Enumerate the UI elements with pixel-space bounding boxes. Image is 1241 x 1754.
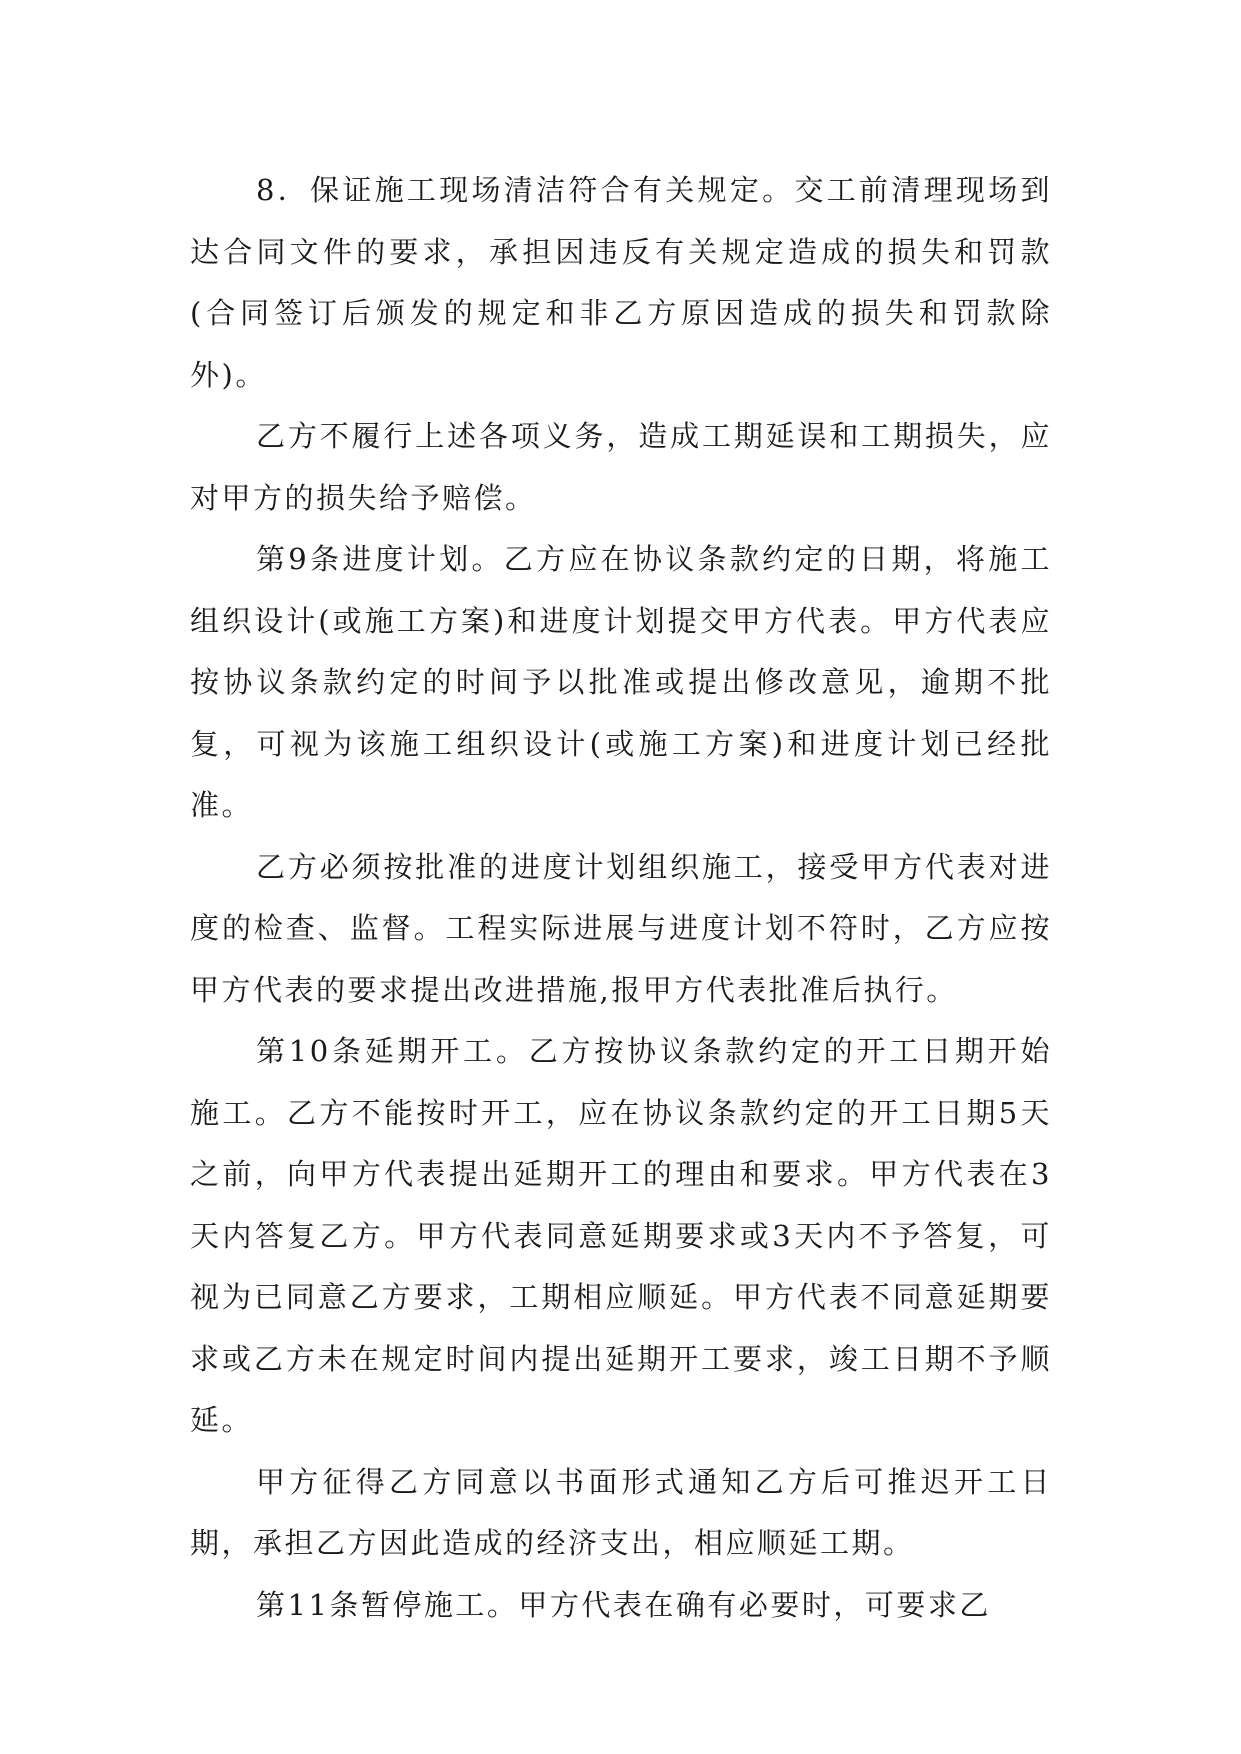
paragraph-obligation-compensation: 乙方不履行上述各项义务，造成工期延误和工期损失，应对甲方的损失给予赔偿。 bbox=[190, 419, 1052, 515]
paragraph-schedule-execution: 乙方必须按批准的进度计划组织施工，接受甲方代表对进度的检查、监督。工程实际进展与进度计划不符时，乙方应按甲方代表的要求提出改进措施,报甲方代表批准后执行。 bbox=[190, 849, 1052, 1007]
document-body bbox=[190, 160, 1052, 1636]
paragraph-article-9-schedule: 第9条进度计划。乙方应在协议条款约定的日期，将施工组织设计(或施工方案)和进度计划提交甲方代表。甲方代表应按协议条款约定的时间予以批准或提出修改意见，逾期不批复，可视为该施工组织设计(或施工方案)和进度计划已经批准。 bbox=[190, 542, 1052, 822]
paragraph-article-10-delayed-start: 第10条延期开工。乙方按协议条款约定的开工日期开始施工。乙方不能按时开工，应在协议条款约定的开工日期5天之前，向甲方代表提出延期开工的理由和要求。甲方代表在3天内答复乙方。甲方代表同意延期要求或3天内不予答复，可视为已同意乙方要求，工期相应顺延。甲方代表不同意延期要求或乙方未在规定时间内提出延期开工要求，竣工日期不予顺延。 bbox=[190, 1034, 1052, 1437]
paragraph-clause-8: 8．保证施工现场清洁符合有关规定。交工前清理现场到达合同文件的要求，承担因违反有关规定造成的损失和罚款(合同签订后颁发的规定和非乙方原因造成的损失和罚款除外)。 bbox=[190, 173, 1052, 392]
paragraph-article-11-suspension: 第11条暂停施工。甲方代表在确有必要时，可要求乙 bbox=[256, 1587, 991, 1622]
paragraph-postponed-start: 甲方征得乙方同意以书面形式通知乙方后可推迟开工日期，承担乙方因此造成的经济支出，相应顺延工期。 bbox=[190, 1464, 1052, 1560]
